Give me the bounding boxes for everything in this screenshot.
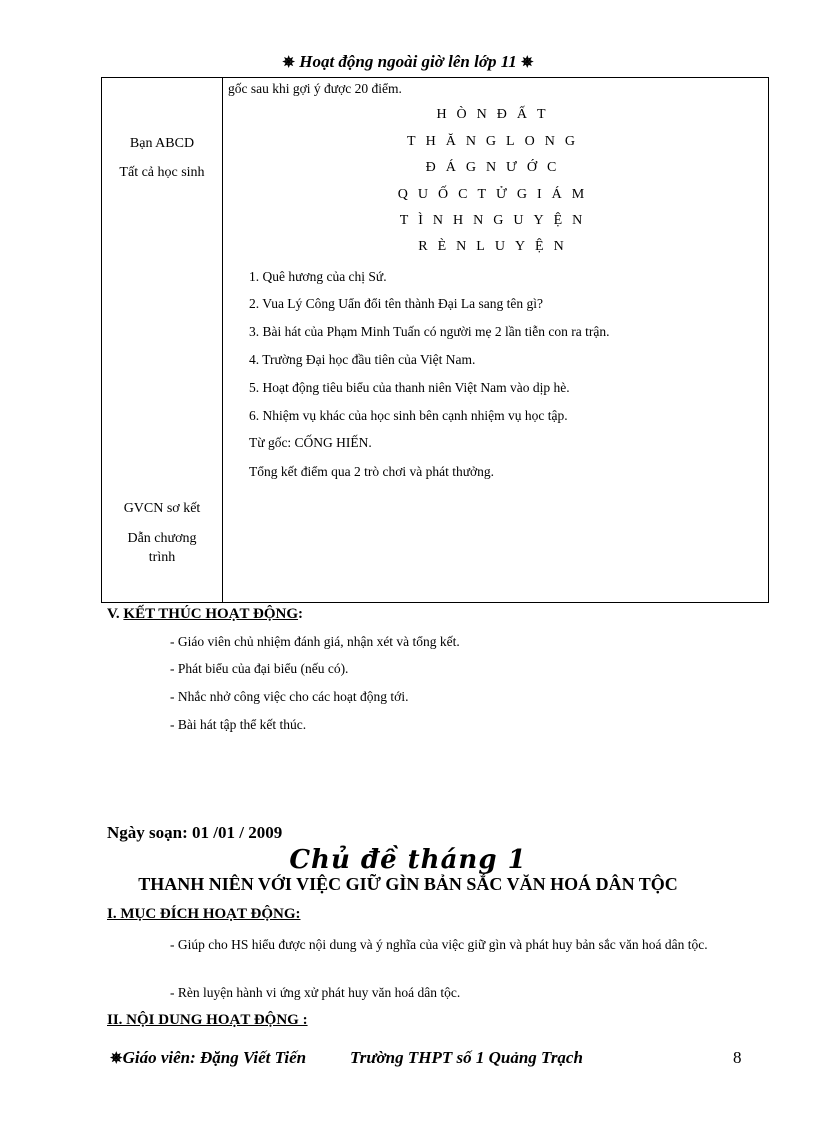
closing-item: - Phát biểu của đại biểu (nếu có). bbox=[170, 661, 349, 676]
header-title: Hoạt động ngoài giờ lên lớp 11 bbox=[299, 52, 517, 71]
crossword-row: THĂNGLONG bbox=[407, 134, 585, 149]
intro-line: gốc sau khi gợi ý được 20 điểm. bbox=[228, 81, 402, 96]
page-header bbox=[0, 52, 816, 72]
question-item: 4. Trường Đại học đầu tiên của Việt Nam. bbox=[249, 352, 476, 367]
crossword-row: RÈNLUYỆN bbox=[418, 239, 574, 254]
section-5-title bbox=[107, 606, 303, 623]
section-1-para-1: - Giúp cho HS hiểu được nội dung và ý nghĩa của việc giữ gìn và phát huy bản sắc văn hoá dân tộc. bbox=[170, 937, 708, 952]
role-abcd: Bạn ABCD bbox=[129, 136, 195, 151]
section-5-number: V. bbox=[107, 606, 120, 622]
date-label: Ngày soạn: bbox=[107, 823, 188, 842]
section-5-heading: KẾT THÚC HOẠT ĐỘNG bbox=[123, 606, 299, 622]
section-5-colon: : bbox=[298, 606, 304, 622]
question-item: 1. Quê hương của chị Sứ. bbox=[249, 269, 387, 284]
summary-line: Tổng kết điểm qua 2 trò chơi và phát thưởng. bbox=[249, 464, 495, 479]
topic-script-title: Chủ đề tháng 1 bbox=[289, 845, 527, 875]
crossword-row: QUỐCTỬGIÁM bbox=[397, 187, 595, 202]
activity-table bbox=[101, 77, 769, 603]
roles-column bbox=[102, 78, 223, 603]
date-value: 01 /01 / 2009 bbox=[192, 823, 283, 842]
question-item: 5. Hoạt động tiêu biểu của thanh niên Việt Nam vào dịp hè. bbox=[249, 380, 570, 395]
question-item: 2. Vua Lý Công Uẩn đổi tên thành Đại La sang tên gì? bbox=[249, 296, 544, 311]
page-number: 8 bbox=[733, 1048, 742, 1067]
closing-item: - Giáo viên chủ nhiệm đánh giá, nhận xét và tổng kết. bbox=[170, 634, 460, 649]
crossword-row: TÌNHNGUYỆN bbox=[399, 213, 593, 228]
date-line bbox=[107, 823, 282, 843]
section-1-title: I. MỤC ĐÍCH HOẠT ĐỘNG: bbox=[107, 906, 301, 922]
role-all-students: Tất cả học sinh bbox=[119, 165, 205, 180]
footer-school: Trường THPT số 1 Quảng Trạch bbox=[350, 1048, 583, 1067]
footer-teacher-name: Giáo viên: Đặng Viết Tiến bbox=[122, 1048, 307, 1067]
asterisk-icon: ✵ bbox=[282, 55, 295, 71]
role-mc: Dẫn chương trình bbox=[127, 531, 197, 565]
question-item: 6. Nhiệm vụ khác của học sinh bên cạnh nhiệm vụ học tập. bbox=[249, 408, 568, 423]
asterisk-icon: ✵ bbox=[521, 55, 534, 71]
closing-item: - Nhắc nhở công việc cho các hoạt động tới. bbox=[170, 689, 409, 704]
asterisk-icon: ✵ bbox=[110, 1051, 123, 1067]
closing-item: - Bài hát tập thể kết thúc. bbox=[170, 717, 307, 732]
content-column bbox=[223, 78, 769, 603]
section-2-title: II. NỘI DUNG HOẠT ĐỘNG : bbox=[107, 1012, 308, 1028]
question-item: 3. Bài hát của Phạm Minh Tuấn có người mẹ 2 lần tiễn con ra trận. bbox=[249, 324, 610, 339]
role-homeroom-teacher: GVCN sơ kết bbox=[123, 501, 201, 516]
crossword-row: ĐÁGNƯỚC bbox=[425, 160, 567, 175]
section-1-para-2: - Rèn luyện hành vi ứng xử phát huy văn hoá dân tộc. bbox=[170, 985, 461, 1000]
topic-theme: THANH NIÊN VỚI VIỆC GIỮ GÌN BẢN SẮC VĂN HOÁ DÂN TỘC bbox=[138, 874, 678, 894]
root-word: Từ gốc: CỐNG HIẾN. bbox=[249, 435, 372, 450]
footer-teacher bbox=[110, 1048, 306, 1068]
crossword-row: HÒNĐẤT bbox=[436, 107, 556, 122]
